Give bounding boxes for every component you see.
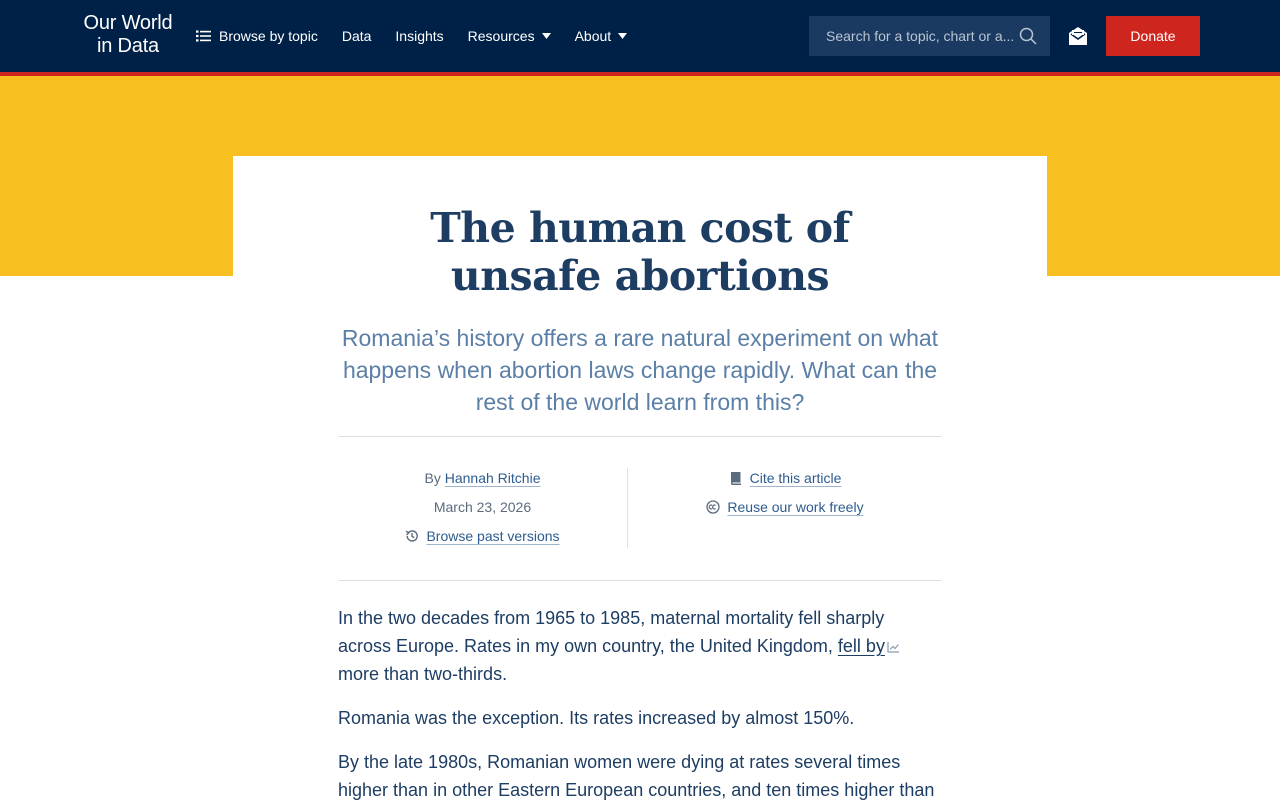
reuse-work-link[interactable]: Reuse our work freely: [727, 499, 864, 515]
paragraph: [338, 604, 942, 688]
site-header: [0, 0, 1280, 72]
article-title: [233, 204, 1047, 300]
nav-about[interactable]: [575, 28, 628, 44]
author-link[interactable]: Hannah Ritchie: [444, 470, 541, 486]
nav-insights[interactable]: [395, 28, 443, 44]
byline: [338, 468, 627, 497]
history-icon: [405, 529, 419, 543]
article-title-line-1: The human cost of: [430, 204, 850, 252]
nav-data[interactable]: [342, 28, 372, 44]
logo-line-1: Our World: [83, 12, 173, 34]
past-versions-link[interactable]: Browse past versions: [426, 528, 560, 544]
main-nav: [196, 0, 651, 72]
chevron-down-icon: [618, 33, 627, 39]
publish-date: [338, 497, 627, 526]
paragraph-1-text: In the two decades from 1965 to 1985, maternal mortality fell sharply across Europe. Rates in my own country, the United Kingdom,: [338, 608, 885, 656]
line-chart-icon: [887, 641, 900, 653]
cite-article-link[interactable]: Cite this article: [749, 470, 842, 486]
search-icon[interactable]: [1019, 27, 1037, 45]
chevron-down-icon: [542, 33, 551, 39]
search-input[interactable]: [826, 28, 1018, 44]
logo-line-2: in Data: [97, 35, 159, 57]
nav-browse-by-topic[interactable]: [196, 28, 318, 44]
nav-resources[interactable]: [468, 28, 551, 44]
divider: [338, 436, 942, 437]
paragraph-1-end: more than two-thirds.: [338, 664, 508, 684]
divider: [338, 580, 942, 581]
publish-date-text: March 23, 2026: [433, 499, 532, 515]
nav-insights-label: Insights: [395, 28, 444, 44]
book-icon: [729, 471, 743, 485]
chart-link[interactable]: fell by: [837, 636, 885, 656]
nav-resources-label: Resources: [467, 28, 535, 44]
article-subtitle: Romania’s history offers a rare natural experiment on what happens when abortion laws change rapidly. What can the rest of the world learn from this?: [341, 325, 939, 415]
paragraph: Romania was the exception. Its rates increased by almost 150%.: [338, 708, 855, 728]
creative-commons-icon: [706, 500, 720, 514]
nav-about-label: About: [574, 28, 612, 44]
article-actions: [628, 468, 942, 526]
article-body: [338, 604, 942, 800]
paragraph: By the late 1980s, Romanian women were dying at rates several times higher than in other Eastern European countries, and ten times higher than: [338, 752, 935, 800]
list-icon: [196, 30, 211, 42]
nav-data-label: Data: [341, 28, 372, 44]
article-meta: [338, 468, 627, 555]
past-versions-row: [338, 526, 627, 555]
reuse-row: [628, 497, 942, 526]
donate-button[interactable]: Donate: [1106, 16, 1200, 56]
envelope-icon[interactable]: [1067, 25, 1089, 47]
byline-prefix: By: [424, 470, 441, 486]
site-logo[interactable]: [80, 12, 176, 58]
nav-browse-label: Browse by topic: [219, 28, 318, 44]
cite-row: [628, 468, 942, 497]
article-title-line-2: unsafe abortions: [450, 252, 830, 300]
search-bar: [809, 16, 1050, 56]
